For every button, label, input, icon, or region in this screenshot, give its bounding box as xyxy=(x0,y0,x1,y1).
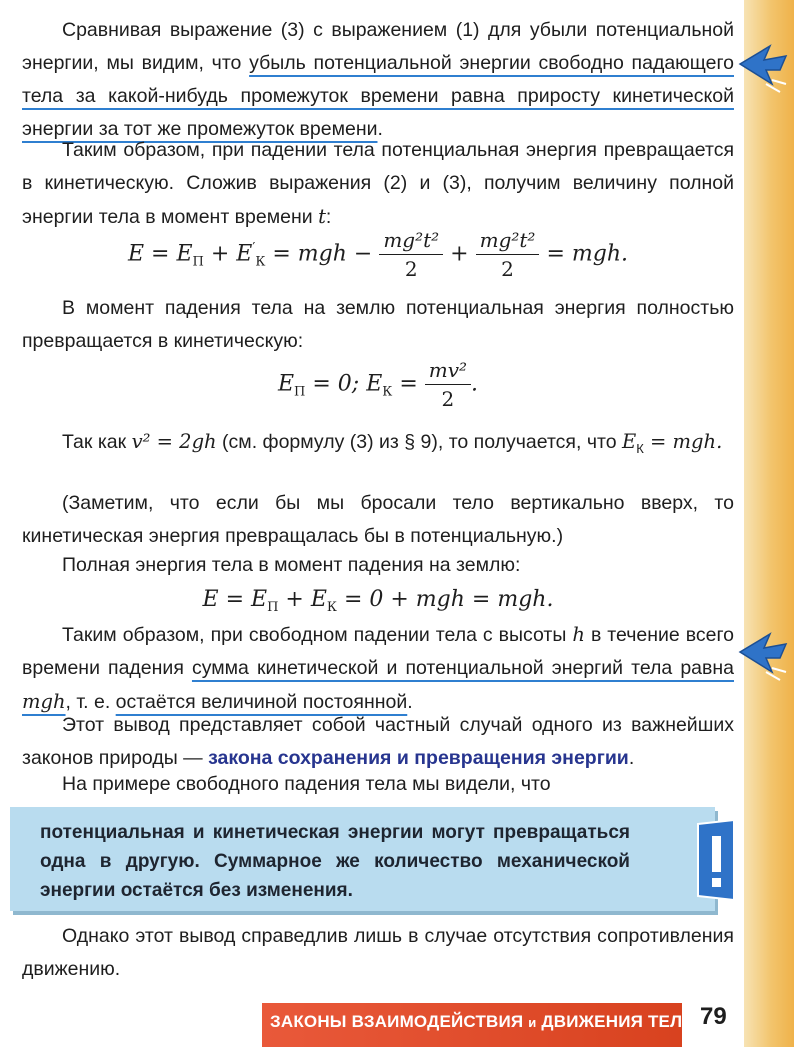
f1-frac1-den: 2 xyxy=(404,257,418,281)
f3-plus: + E xyxy=(278,587,327,612)
f1-sub-k: К xyxy=(255,254,266,270)
paragraph-5 xyxy=(22,487,734,553)
para4-math2b: = mgh. xyxy=(643,430,723,453)
para1-end: . xyxy=(377,118,383,140)
f1-mgh: = mgh − xyxy=(265,241,380,267)
key-statement-text: потенциальная и кинетическая энергии могут превращаться одна в другую. Суммарное же количество механической энергии остаётся без изменения. xyxy=(40,822,630,901)
para1-underlined: убыль потенциальной энергии свободно падающего тела за какой-нибудь промежуток времени равна приросту кинетической энергии за тот же промежуток времени xyxy=(22,52,734,140)
para7-f: . xyxy=(407,691,413,713)
f1-frac2-den: 2 xyxy=(501,257,514,281)
para4-a: Так как xyxy=(62,431,132,453)
para8-c: . xyxy=(628,747,635,769)
f1-plus: + E xyxy=(203,241,253,267)
chapter-title-part1: ЗАКОНЫ ВЗАИМОДЕЙСТВИЯ xyxy=(270,1012,529,1031)
f1-prime: ′ xyxy=(252,240,256,256)
paragraph-6 xyxy=(22,549,734,582)
para9-text: На примере свободного падения тела мы видели, что xyxy=(62,773,551,795)
para7-h: h xyxy=(572,623,585,646)
paragraph-7 xyxy=(22,618,734,719)
f2-den: 2 xyxy=(441,387,455,411)
f2-dot: . xyxy=(471,371,479,397)
f1-frac1-num: mg²t² xyxy=(379,226,443,255)
para2-text: Таким образом, при падении тела потенциальная энергия превращается в кинетическую. Сложив выражения (2) и (3), получим величину полной энергии тела в момент времени xyxy=(22,139,734,228)
f1-frac-2 xyxy=(476,226,540,283)
para3-text: В момент падения тела на землю потенциальная энергия полностью превращается в кинетическую: xyxy=(22,297,734,352)
f2-ep: E xyxy=(277,371,295,397)
para7-mgh: mgh xyxy=(22,690,66,713)
para7-d: , т. е. xyxy=(65,691,116,713)
para4-sub-k: К xyxy=(636,441,644,456)
chapter-title-part2: ДВИЖЕНИЯ ТЕЛ xyxy=(536,1012,683,1031)
time-variable: t xyxy=(318,205,326,228)
f2-frac xyxy=(425,356,471,413)
para8-a: Этот вывод представляет собой частный случай одного из важнейших законов природы — xyxy=(22,714,734,769)
f2-eq0: = 0; E xyxy=(305,371,383,397)
para7-a: Таким образом, при свободном падении тела с высоты xyxy=(62,624,573,646)
para6-text: Полная энергия тела в момент падения на землю: xyxy=(62,554,521,576)
paragraph-3 xyxy=(22,292,734,358)
f3-e: E = E xyxy=(202,587,268,612)
f1-frac-1 xyxy=(379,226,443,283)
f1-lhs: E = E xyxy=(128,241,193,267)
paragraph-8 xyxy=(22,709,734,775)
para4-b: (см. формулу (3) из § 9), то получается, что xyxy=(216,431,622,453)
law-term: закона сохранения и превращения энергии xyxy=(208,747,629,769)
formula-total-energy xyxy=(22,226,734,283)
para4-math2a: E xyxy=(621,430,637,453)
arrow-pointer-icon xyxy=(736,628,790,684)
f2-sub-k: К xyxy=(382,384,393,400)
chapter-title-and: и xyxy=(528,1015,537,1030)
f3-sub-k: К xyxy=(326,600,337,615)
para5-text: (Заметим, что если бы мы бросали тело вертикально вверх, то кинетическая энергия превращалась бы в потенциальную.) xyxy=(22,492,734,547)
f3-rest: = 0 + mgh = mgh. xyxy=(336,587,554,612)
arrow-pointer-icon xyxy=(736,40,790,96)
f2-eq: = xyxy=(392,371,425,397)
paragraph-4 xyxy=(22,425,734,465)
f2-sub-p: П xyxy=(294,384,306,400)
para10-text: Однако этот вывод справедлив лишь в случае отсутствия сопротивления движению. xyxy=(22,925,734,980)
paragraph-1 xyxy=(22,14,734,146)
paragraph-10 xyxy=(22,920,734,986)
exclamation-icon xyxy=(684,818,740,902)
chapter-title xyxy=(270,1012,683,1032)
page-number: 79 xyxy=(700,1003,727,1030)
para7-b: в течение всего времени падения xyxy=(22,624,734,679)
f1-plus2: + xyxy=(443,241,476,267)
f1-frac2-num: mg²t² xyxy=(476,226,540,255)
paragraph-2: Таким образом, при падении тела потенциальная энергия превращается в кинетическую. Сложив выражения (2) и (3), получим величину полной энергии тела в момент времени t: xyxy=(22,139,734,228)
f3-sub-p: П xyxy=(267,600,279,615)
key-statement-box xyxy=(10,807,715,911)
para7-c: сумма кинетической и потенциальной энергий тела равна xyxy=(191,657,734,679)
para1-text: Сравнивая выражение (3) с выражением (1) для убыли потенциальной энергии, мы видим, что xyxy=(22,19,734,74)
f2-num: mv² xyxy=(425,356,471,385)
f1-sub-p: П xyxy=(192,254,204,270)
formula-ground xyxy=(22,356,734,413)
f1-end: = mgh. xyxy=(539,241,628,267)
paragraph-9 xyxy=(22,768,734,801)
page-edge-strip xyxy=(744,0,794,1047)
para4-math1: v² = 2gh xyxy=(131,430,217,453)
formula-landing xyxy=(22,587,734,615)
para7-e: остаётся величиной постоянной xyxy=(115,691,408,713)
